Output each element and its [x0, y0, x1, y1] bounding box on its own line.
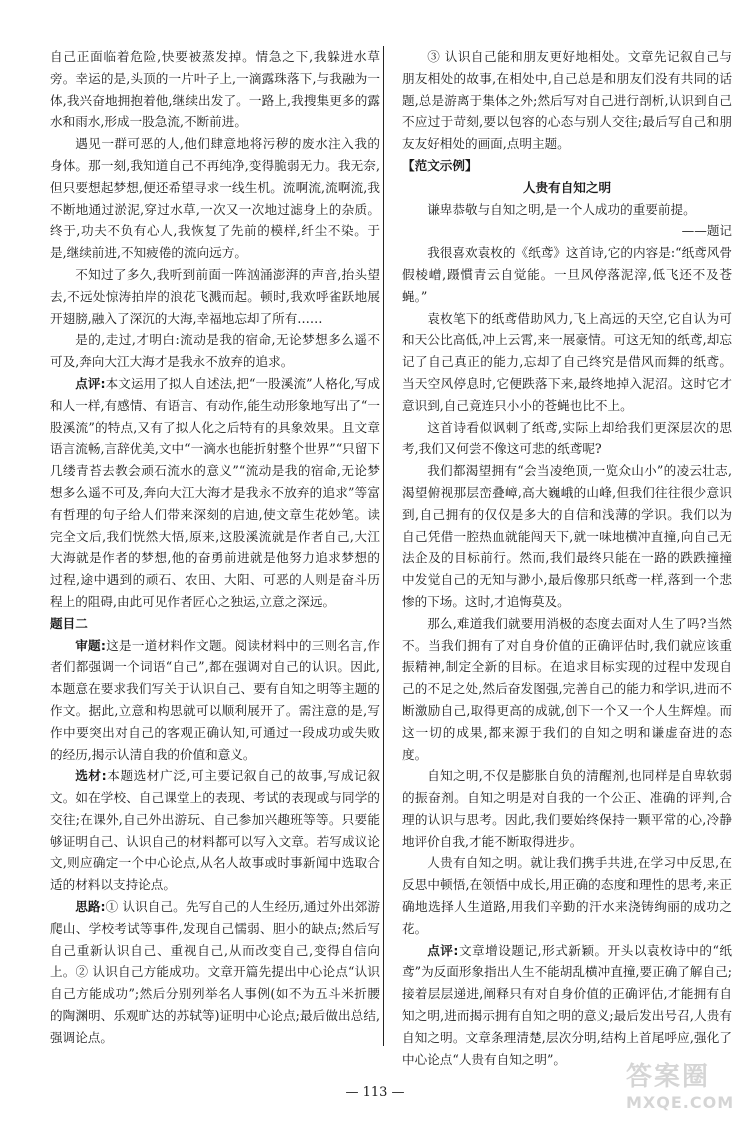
paragraph: 是的,走过,才明白:流动是我的宿命,无论梦想多么遥不可及,奔向大江大海才是我永不放弃的追求。: [50, 332, 380, 370]
epigraph: 谦卑恭敬与自知之明,是一个人成功的重要前提。: [427, 201, 696, 217]
paragraph: 遇见一群可恶的人,他们肆意地将污秽的废水注入我的身体。那一刻,我知道自己不再纯净,变得脆弱无力。我无奈,但只要想起梦想,便还希望寻求一线生机。流啊流,流啊流,我不断地通过淤泥,穿过水草,一次又一次地过滤身上的杂质。终于,功夫不负有心人,我恢复了先前的模样,纤尘不染。于是,继续前进,不知疲倦的流向远方。: [50, 136, 380, 261]
review-label: 点评:: [427, 942, 459, 958]
paragraph: 自己正面临着危险,快要被蒸发掉。情急之下,我躲进水草旁。幸运的是,头顶的一片叶子上,一滴露珠落下,与我融为一体,我兴奋地拥抱着他,继续出发了。一路上,我搜集更多的露水和雨水,形成一股急流,不断前进。: [50, 49, 380, 130]
topic-paragraph: [50, 765, 380, 896]
review-text: 文章增设题记,形式新颖。开头以袁枚诗中的“纸鸢”为反面形象指出人生不能胡乱横冲直撞,要正确了解自己;接着层层递进,阐释只有对自身价值的正确评估,才能拥有自知之明,进而揭示拥有自知之明的意义;最后发出号召,人贵有自知之明。文章条理清楚,层次分明,结构上首尾呼应,强化了中心论点“人贵有自知之明”。: [402, 942, 732, 1067]
page-number: — 113 —: [345, 1085, 405, 1100]
topic-paragraph: [50, 635, 380, 766]
right-column: [402, 46, 732, 1070]
essay-title: 人贵有自知之明: [522, 179, 612, 195]
column-divider: [383, 46, 384, 1046]
section-label: 思路:: [75, 899, 106, 915]
topic-paragraph: [50, 896, 380, 1049]
watermark-logo: [626, 1061, 736, 1121]
section-label: 选材:: [75, 768, 107, 784]
review-text: 本文运用了拟人自述法,把“一股溪流”人格化,写成和人一样,有感情、有语言、有动作,能生动形象地写出了“一股溪流”的特点,又有了拟人化之后特有的具象效果。且文章语言流畅,言辞优美,文中“一滴水也能折射整个世界”“只留下几缕青苔去教会顽石流水的意义”“流动是我的宿命,无论梦想多么遥不可及,奔向大江大海才是我永不放弃的追求”等富有哲理的句子给人们带来深刻的启迪,使文章生花妙笔。读完全文后,我们恍然大悟,原来,这股溪流就是作者自己,大江大海就是作者的梦想,他的奋勇前进就是他努力追求梦想的过程,途中遇到的顽石、农田、大阳、可恶的人则是奋斗历程上的阻碍,由此可见作者匠心之独运,立意之深远。: [50, 375, 380, 609]
essay-paragraph: 我很喜欢袁枚的《纸鸢》这首诗,它的内容是:“纸鸢风骨假棱嶒,蹑慣青云自觉能。一旦风停落泥滓,低飞还不及苍蝇。”: [402, 245, 732, 304]
left-column: [50, 46, 380, 1049]
essay-paragraph: 我们都渴望拥有“会当凌绝顶,一览众山小”的凌云壮志,渴望俯视那层峦叠嶂,高大巍峨的山峰,但我们往往很少意识到,自己拥有的仅仅是多大的自信和浅薄的学识。我们以为自己凭借一腔热血就能闯天下,就一味地横冲直撞,向自己无法企及的目标前行。然而,我们最终只能在一路的跌跌撞撞中发觉自己的无知与渺小,最后像那只纸鸢一样,落到一个悲惨的下场。这时,才追悔莫及。: [402, 463, 732, 609]
essay-paragraph: 袁枚笔下的纸鸢借助风力,飞上高远的天空,它自认为可和天公比高低,冲上云霄,来一展豪情。可这无知的纸鸢,却忘记了自己真正的能力,忘却了自己终究是借风而舞的纸鸢。当天空风停息时,它便跌落下来,最终地掉入泥沼。这时它才意识到,自己竟连只小小的苍蝇也比不上。: [402, 310, 732, 413]
essay-paragraph: 这首诗看似讽刺了纸鸢,实际上却给我们更深层次的思考,我们又何尝不像这可悲的纸鸢呢?: [402, 419, 732, 457]
watermark-bottom: MXQE.COM: [626, 1093, 735, 1112]
section-text: 这是一道材料作文题。阅读材料中的三则名言,作者们都强调一个词语“自己”,都在强调对自己的认识。因此,本题意在要求我们写关于认识自己、要有自知之明等主题的作文。据此,立意和构思就可以顺利展开了。需注意的是,写作中要突出对自己的客观正确认知,可通过一段成功或失败的经历,揭示认清自我的价值和意义。: [50, 637, 380, 762]
paragraph: 不知过了多久,我听到前面一阵汹涌澎湃的声音,抬头望去,不远处惊涛拍岸的浪花飞溅而起。顿时,我欢呼雀跃地展开翅膀,融入了深沉的大海,幸福地忘却了所有……: [50, 266, 380, 326]
epigraph-source: ——题记: [681, 223, 732, 239]
section-text: 本题选材广泛,可主要记叙自己的故事,写成记叙文。如在学校、自己课堂上的表现、考试的表现或与同学的交往;在课外,自己外出游玩、自己参加兴趣班等等。只要能够证明自己、认识自己的材料都可以写入文章。若写成议论文,则应确定一个中心论点,从名人故事或时事新闻中选取合适的材料以支持论点。: [50, 768, 380, 893]
essay-paragraph: 那么,难道我们就要用消极的态度去面对人生了吗?当然不。当我们拥有了对自身价值的正确评估时,我们就应该重振精神,制定全新的目标。在追求目标实现的过程中发现自己的不足之处,然后奋发图强,完善自己的能力和学识,进而不断激励自己,取得更高的成就,创下一个又一个人生辉煌。而这一切的成果,都来源于我们的自知之明和谦虚奋进的态度。: [402, 615, 732, 762]
paragraph: ③ 认识自己能和朋友更好地相处。文章先记叙自己与朋友相处的故事,在相处中,自己总是和朋友们没有共同的话题,总是游离于集体之外;然后写对自己进行剖析,认识到自己不应过于苛刻,要以包容的心态与别人交往;最后写自己和朋友友好相处的画面,点明主题。: [402, 49, 732, 152]
review-paragraph: [402, 940, 732, 1071]
topic-heading: 题目二: [50, 615, 88, 631]
essay-paragraph: 自知之明,不仅是膨胀自负的清醒剂,也同样是自卑软弱的振奋剂。自知之明是对自我的一个公正、准确的评判,合理的认识与思考。因此,我们要始终保持一颗平常的心,冷静地评价自我,才能不断取得进步。: [402, 768, 732, 849]
review-label: 点评:: [75, 375, 106, 391]
essay-paragraph: 人贵有自知之明。就让我们携手共进,在学习中反思,在反思中顿悟,在领悟中成长,用正确的态度和理性的思考,来正确地选择人生道路,用我们辛勤的汗水来浇铸绚丽的成功之花。: [402, 855, 732, 936]
watermark-top: 答案圈: [626, 1062, 711, 1092]
section-text: ① 认识自己。先写自己的人生经历,通过外出郊游爬山、学校考试等事件,发现自己懦弱、胆小的缺点;然后写自己重新认识自己、重视自己,从而改变自己,变得自信向上。② 认识自己方能成功。文章开篇先提出中心论点“认识自己方能成功”;然后分别列举名人事例(如不为五斗米折腰的陶渊明、乐观旷达的苏轼等)证明中心论点;最后做出总结,强调论点。: [50, 899, 380, 1045]
example-heading: 【范文示例】: [402, 157, 478, 173]
review-paragraph: [50, 373, 380, 613]
section-label: 审题:: [75, 637, 106, 653]
